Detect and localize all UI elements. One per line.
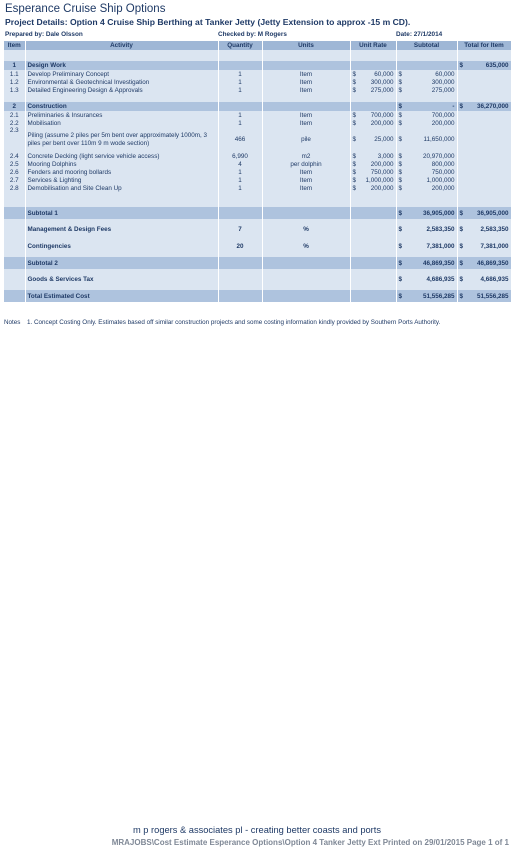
line-item-number: 2.7 bbox=[4, 176, 25, 184]
line-item-row bbox=[4, 176, 511, 184]
line-item-unit-rate bbox=[350, 168, 396, 176]
empty-cell bbox=[396, 50, 457, 61]
line-item-unit-rate bbox=[350, 152, 396, 160]
line-item-quantity: 1 bbox=[218, 184, 262, 192]
line-item-quantity: 1 bbox=[218, 176, 262, 184]
empty-cell bbox=[262, 207, 350, 219]
empty-cell bbox=[4, 290, 25, 302]
amount: 1,000,000 bbox=[426, 176, 455, 184]
summary-total bbox=[457, 290, 511, 302]
summary-subtotal bbox=[396, 257, 457, 269]
line-item-quantity: 1 bbox=[218, 119, 262, 127]
line-item-row bbox=[4, 127, 511, 152]
line-item-quantity: 1 bbox=[218, 86, 262, 94]
amount: 275,000 bbox=[370, 86, 394, 94]
amount: 750,000 bbox=[370, 168, 394, 176]
empty-cell bbox=[457, 86, 511, 94]
summary-label: Goods & Services Tax bbox=[25, 273, 218, 286]
line-item-unit-rate bbox=[350, 160, 396, 168]
line-item-subtotal bbox=[396, 168, 457, 176]
empty-cell bbox=[4, 257, 25, 269]
line-item-unit-rate bbox=[350, 176, 396, 184]
line-item-subtotal bbox=[396, 119, 457, 127]
currency-symbol: $ bbox=[459, 259, 464, 267]
line-item-units: m2 bbox=[262, 152, 350, 160]
line-item-activity: Demobilisation and Site Clean Up bbox=[25, 184, 218, 192]
summary-total bbox=[457, 223, 511, 236]
spacer-row bbox=[4, 192, 511, 207]
line-item-unit-rate bbox=[350, 127, 396, 152]
summary-total bbox=[457, 273, 511, 286]
amount: 20,970,000 bbox=[422, 152, 455, 160]
line-item-row bbox=[4, 184, 511, 192]
currency-symbol: $ bbox=[398, 103, 403, 110]
amount: 46,869,350 bbox=[422, 259, 455, 267]
empty-cell bbox=[4, 223, 25, 236]
amount: 36,905,000 bbox=[476, 209, 509, 217]
line-item-unit-rate bbox=[350, 70, 396, 78]
empty-cell bbox=[457, 70, 511, 78]
currency-symbol: $ bbox=[398, 176, 403, 184]
amount: 750,000 bbox=[431, 168, 455, 176]
line-item-row bbox=[4, 160, 511, 168]
column-header: Unit Rate bbox=[350, 41, 396, 50]
section-activity: Design Work bbox=[25, 61, 218, 70]
summary-subtotal bbox=[396, 290, 457, 302]
empty-cell bbox=[457, 160, 511, 168]
line-item-number: 2.2 bbox=[4, 119, 25, 127]
summary-quantity: 7 bbox=[218, 223, 262, 236]
section-row bbox=[4, 61, 511, 70]
notes-label: Notes bbox=[4, 319, 21, 326]
line-item-number: 1.3 bbox=[4, 86, 25, 94]
empty-cell bbox=[25, 192, 218, 207]
amount: 635,000 bbox=[485, 62, 509, 69]
currency-symbol: $ bbox=[398, 184, 403, 192]
line-item-units: Item bbox=[262, 86, 350, 94]
currency-symbol: $ bbox=[398, 226, 403, 233]
footer-path: MRAJOBS\Cost Estimate Esperance Options\Option 4 Tanker Jetty Ext Printed on 29/01/2015 Page 1 of 1 bbox=[111, 838, 509, 847]
currency-symbol: $ bbox=[398, 78, 403, 86]
column-header: Item bbox=[4, 41, 25, 50]
line-item-row bbox=[4, 168, 511, 176]
empty-cell bbox=[350, 61, 396, 70]
line-item-unit-rate bbox=[350, 111, 396, 119]
line-item-row bbox=[4, 70, 511, 78]
amount: 11,650,000 bbox=[423, 136, 455, 143]
currency-symbol: $ bbox=[352, 119, 357, 127]
line-item-activity: Preliminaries & Insurances bbox=[25, 111, 218, 119]
empty-cell bbox=[457, 78, 511, 86]
currency-symbol: $ bbox=[398, 209, 403, 217]
amount: - bbox=[452, 103, 455, 110]
amount: 46,869,350 bbox=[476, 259, 509, 267]
column-header: Units bbox=[262, 41, 350, 50]
currency-symbol: $ bbox=[352, 184, 357, 192]
checked-by: Checked by: M Rogers bbox=[218, 31, 287, 38]
amount: 4,686,935 bbox=[480, 276, 509, 283]
line-item-units: per dolphin bbox=[262, 160, 350, 168]
line-item-units: Item bbox=[262, 70, 350, 78]
line-item-row bbox=[4, 152, 511, 160]
line-item-quantity: 4 bbox=[218, 160, 262, 168]
summary-units: % bbox=[262, 223, 350, 236]
line-item-number: 2.3 bbox=[4, 127, 25, 152]
amount: 60,000 bbox=[374, 70, 394, 78]
line-item-number: 2.4 bbox=[4, 152, 25, 160]
notes-text: 1. Concept Costing Only. Estimates based off similar construction projects and some costing information kindly provided by Southern Ports Authority. bbox=[27, 319, 441, 326]
line-item-activity: Develop Preliminary Concept bbox=[25, 70, 218, 78]
currency-symbol: $ bbox=[352, 152, 357, 160]
line-item-activity: Environmental & Geotechnical Investigation bbox=[25, 78, 218, 86]
amount: 275,000 bbox=[431, 86, 455, 94]
currency-symbol: $ bbox=[398, 136, 403, 143]
empty-cell bbox=[457, 50, 511, 61]
empty-cell bbox=[457, 127, 511, 152]
line-item-activity: Mooring Dolphins bbox=[25, 160, 218, 168]
amount: 200,000 bbox=[370, 160, 394, 168]
empty-cell bbox=[350, 257, 396, 269]
empty-cell bbox=[350, 50, 396, 61]
currency-symbol: $ bbox=[352, 136, 357, 143]
amount: 7,381,000 bbox=[480, 243, 509, 250]
spacer-row bbox=[4, 50, 511, 61]
amount: 3,000 bbox=[377, 152, 394, 160]
line-item-number: 1.1 bbox=[4, 70, 25, 78]
line-item-subtotal bbox=[396, 176, 457, 184]
empty-cell bbox=[218, 257, 262, 269]
line-item-units: Item bbox=[262, 119, 350, 127]
summary-label: Total Estimated Cost bbox=[25, 290, 218, 302]
currency-symbol: $ bbox=[352, 70, 357, 78]
currency-symbol: $ bbox=[459, 209, 464, 217]
empty-cell bbox=[262, 192, 350, 207]
section-item: 2 bbox=[4, 102, 25, 111]
summary-total bbox=[457, 240, 511, 253]
line-item-number: 2.5 bbox=[4, 160, 25, 168]
empty-cell bbox=[457, 94, 511, 102]
line-item-activity: Detailed Engineering Design & Approvals bbox=[25, 86, 218, 94]
amount: 800,000 bbox=[431, 160, 455, 168]
section-item: 1 bbox=[4, 61, 25, 70]
line-item-units: Item bbox=[262, 176, 350, 184]
empty-cell bbox=[350, 192, 396, 207]
empty-cell bbox=[4, 240, 25, 253]
line-item-units: Item bbox=[262, 184, 350, 192]
currency-symbol: $ bbox=[459, 62, 464, 69]
line-item-quantity: 1 bbox=[218, 78, 262, 86]
empty-cell bbox=[218, 290, 262, 302]
line-item-activity: Concrete Decking (light service vehicle access) bbox=[25, 152, 218, 160]
spacer-row bbox=[4, 94, 511, 102]
amount: 51,556,285 bbox=[422, 292, 455, 300]
empty-cell bbox=[4, 207, 25, 219]
line-item-unit-rate bbox=[350, 78, 396, 86]
empty-cell bbox=[218, 207, 262, 219]
amount: 51,556,285 bbox=[476, 292, 509, 300]
summary-row bbox=[4, 257, 511, 269]
currency-symbol: $ bbox=[398, 86, 403, 94]
currency-symbol: $ bbox=[398, 276, 403, 283]
cost-estimate-table bbox=[4, 41, 512, 302]
prepared-by: Prepared by: Dale Olsson bbox=[5, 31, 83, 38]
line-item-activity: Piling (assume 2 piles per 5m bent over approximately 1000m, 3 piles per bent over 110m 9 m wode section) bbox=[25, 127, 218, 152]
empty-cell bbox=[350, 94, 396, 102]
line-item-unit-rate bbox=[350, 119, 396, 127]
currency-symbol: $ bbox=[398, 160, 403, 168]
summary-row bbox=[4, 240, 511, 253]
empty-cell bbox=[457, 176, 511, 184]
currency-symbol: $ bbox=[398, 292, 403, 300]
line-item-number: 2.8 bbox=[4, 184, 25, 192]
column-header: Activity bbox=[25, 41, 218, 50]
empty-cell bbox=[396, 61, 457, 70]
empty-cell bbox=[457, 192, 511, 207]
summary-units: % bbox=[262, 240, 350, 253]
summary-subtotal bbox=[396, 207, 457, 219]
empty-cell bbox=[350, 273, 396, 286]
empty-cell bbox=[350, 240, 396, 253]
empty-cell bbox=[262, 61, 350, 70]
line-item-subtotal bbox=[396, 111, 457, 119]
empty-cell bbox=[262, 273, 350, 286]
empty-cell bbox=[457, 119, 511, 127]
empty-cell bbox=[457, 152, 511, 160]
empty-cell bbox=[396, 94, 457, 102]
section-row bbox=[4, 102, 511, 111]
empty-cell bbox=[4, 273, 25, 286]
column-header: Quantity bbox=[218, 41, 262, 50]
line-item-row bbox=[4, 119, 511, 127]
summary-subtotal bbox=[396, 240, 457, 253]
line-item-subtotal bbox=[396, 78, 457, 86]
empty-cell bbox=[218, 94, 262, 102]
line-item-quantity: 1 bbox=[218, 70, 262, 78]
summary-label: Subtotal 1 bbox=[25, 207, 218, 219]
empty-cell bbox=[218, 273, 262, 286]
column-header: Total for Item bbox=[457, 41, 511, 50]
amount: 300,000 bbox=[431, 78, 455, 86]
empty-cell bbox=[262, 94, 350, 102]
amount: 200,000 bbox=[370, 184, 394, 192]
document-title: Esperance Cruise Ship Options bbox=[5, 3, 166, 15]
summary-row bbox=[4, 223, 511, 236]
line-item-activity: Mobilisation bbox=[25, 119, 218, 127]
table-header bbox=[4, 41, 511, 50]
summary-subtotal bbox=[396, 223, 457, 236]
section-total bbox=[457, 61, 511, 70]
line-item-number: 2.6 bbox=[4, 168, 25, 176]
line-item-units: Item bbox=[262, 111, 350, 119]
empty-cell bbox=[218, 61, 262, 70]
empty-cell bbox=[457, 184, 511, 192]
amount: 200,000 bbox=[370, 119, 394, 127]
empty-cell bbox=[350, 223, 396, 236]
line-item-subtotal bbox=[396, 127, 457, 152]
currency-symbol: $ bbox=[398, 152, 403, 160]
section-activity: Construction bbox=[25, 102, 218, 111]
amount: 700,000 bbox=[431, 111, 455, 119]
empty-cell bbox=[25, 50, 218, 61]
amount: 2,583,350 bbox=[480, 226, 509, 233]
currency-symbol: $ bbox=[398, 70, 403, 78]
amount: 7,381,000 bbox=[426, 243, 455, 250]
amount: 1,000,000 bbox=[365, 176, 394, 184]
empty-cell bbox=[4, 192, 25, 207]
line-item-subtotal bbox=[396, 160, 457, 168]
empty-cell bbox=[457, 111, 511, 119]
line-item-quantity: 1 bbox=[218, 168, 262, 176]
line-item-subtotal bbox=[396, 184, 457, 192]
line-item-activity: Fenders and mooring bollards bbox=[25, 168, 218, 176]
line-item-subtotal bbox=[396, 70, 457, 78]
project-details: Project Details: Option 4 Cruise Ship Berthing at Tanker Jetty (Jetty Extension to approx -15 m CD). bbox=[5, 17, 411, 27]
amount: 25,000 bbox=[374, 136, 394, 143]
empty-cell bbox=[350, 102, 396, 111]
column-header: Subtotal bbox=[396, 41, 457, 50]
currency-symbol: $ bbox=[459, 103, 464, 110]
footer-company: m p rogers & associates pl - creating better coasts and ports bbox=[132, 825, 382, 835]
section-total bbox=[457, 102, 511, 111]
line-item-quantity: 6,990 bbox=[218, 152, 262, 160]
line-item-unit-rate bbox=[350, 184, 396, 192]
currency-symbol: $ bbox=[398, 168, 403, 176]
notes bbox=[4, 319, 504, 327]
amount: 36,905,000 bbox=[422, 209, 455, 217]
amount: 700,000 bbox=[370, 111, 394, 119]
summary-label: Subtotal 2 bbox=[25, 257, 218, 269]
currency-symbol: $ bbox=[352, 168, 357, 176]
summary-quantity: 20 bbox=[218, 240, 262, 253]
summary-subtotal bbox=[396, 273, 457, 286]
amount: 200,000 bbox=[431, 119, 455, 127]
section-subtotal bbox=[396, 102, 457, 111]
summary-label: Management & Design Fees bbox=[25, 223, 218, 236]
line-item-activity: Services & Lighting bbox=[25, 176, 218, 184]
line-item-quantity: 1 bbox=[218, 111, 262, 119]
line-item-unit-rate bbox=[350, 86, 396, 94]
line-item-row bbox=[4, 86, 511, 94]
currency-symbol: $ bbox=[459, 243, 464, 250]
currency-symbol: $ bbox=[398, 111, 403, 119]
empty-cell bbox=[4, 50, 25, 61]
line-item-row bbox=[4, 111, 511, 119]
summary-row bbox=[4, 273, 511, 286]
line-item-row bbox=[4, 78, 511, 86]
empty-cell bbox=[262, 50, 350, 61]
line-item-subtotal bbox=[396, 86, 457, 94]
currency-symbol: $ bbox=[352, 176, 357, 184]
amount: 200,000 bbox=[431, 184, 455, 192]
line-item-number: 1.2 bbox=[4, 78, 25, 86]
amount: 2,583,350 bbox=[426, 226, 455, 233]
summary-total bbox=[457, 207, 511, 219]
empty-cell bbox=[396, 192, 457, 207]
empty-cell bbox=[25, 94, 218, 102]
currency-symbol: $ bbox=[459, 226, 464, 233]
currency-symbol: $ bbox=[352, 78, 357, 86]
currency-symbol: $ bbox=[459, 276, 464, 283]
empty-cell bbox=[4, 94, 25, 102]
line-item-number: 2.1 bbox=[4, 111, 25, 119]
amount: 36,270,000 bbox=[476, 103, 509, 110]
empty-cell bbox=[350, 290, 396, 302]
currency-symbol: $ bbox=[352, 86, 357, 94]
line-item-units: pile bbox=[262, 127, 350, 152]
date: Date: 27/1/2014 bbox=[396, 31, 443, 38]
currency-symbol: $ bbox=[352, 111, 357, 119]
summary-row bbox=[4, 207, 511, 219]
currency-symbol: $ bbox=[459, 292, 464, 300]
amount: 60,000 bbox=[435, 70, 455, 78]
empty-cell bbox=[218, 102, 262, 111]
empty-cell bbox=[350, 207, 396, 219]
empty-cell bbox=[218, 50, 262, 61]
empty-cell bbox=[262, 257, 350, 269]
line-item-subtotal bbox=[396, 152, 457, 160]
empty-cell bbox=[262, 290, 350, 302]
currency-symbol: $ bbox=[398, 119, 403, 127]
currency-symbol: $ bbox=[398, 243, 403, 250]
summary-label: Contingencies bbox=[25, 240, 218, 253]
empty-cell bbox=[218, 192, 262, 207]
currency-symbol: $ bbox=[398, 259, 403, 267]
empty-cell bbox=[457, 168, 511, 176]
amount: 300,000 bbox=[370, 78, 394, 86]
empty-cell bbox=[262, 102, 350, 111]
line-item-quantity: 466 bbox=[218, 127, 262, 152]
line-item-units: Item bbox=[262, 168, 350, 176]
summary-row bbox=[4, 290, 511, 302]
amount: 4,686,935 bbox=[426, 276, 455, 283]
currency-symbol: $ bbox=[352, 160, 357, 168]
summary-total bbox=[457, 257, 511, 269]
line-item-units: Item bbox=[262, 78, 350, 86]
